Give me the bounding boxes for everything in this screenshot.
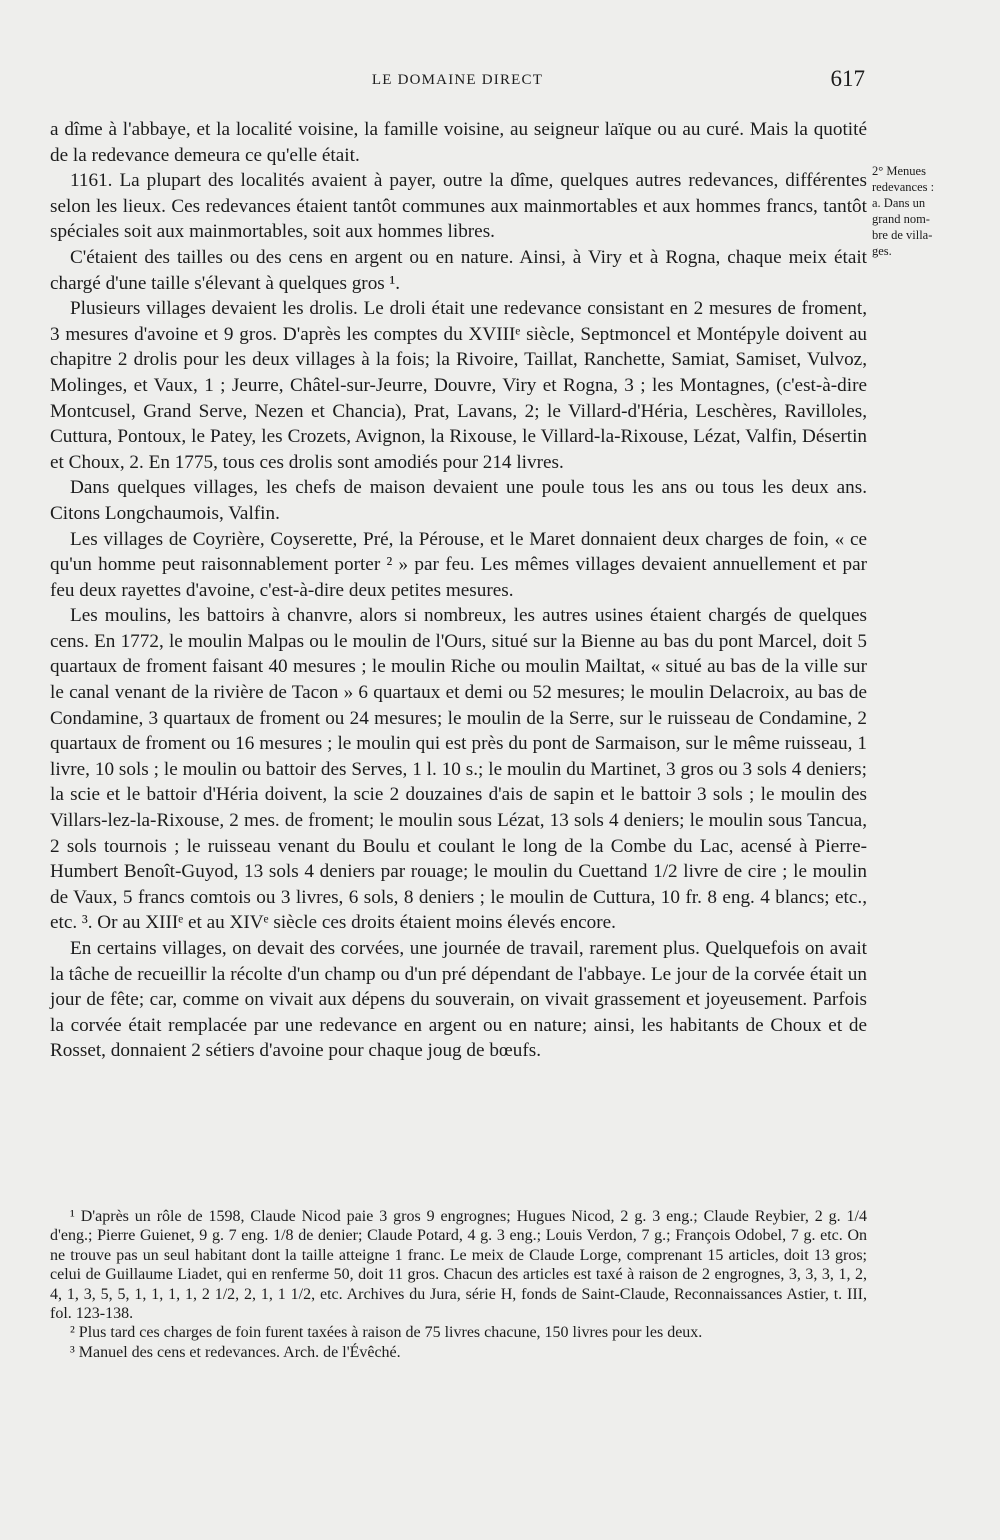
margin-note-line: grand nom- — [872, 212, 930, 226]
running-title: LE DOMAINE DIRECT — [371, 72, 544, 88]
paragraph: Les moulins, les battoirs à chanvre, alors si nombreux, les autres usines étaient chargés de quelques cens. En 1772, le moulin Malpas ou le moulin de l'Ours, situé sur la Bienne au bas du pont Marcel, doit 5 quartaux de froment faisant 40 mesures ; le moulin Riche ou moulin Mailtat, « situé au bas de la ville sur le canal venant de la rivière de Tacon » 6 quartaux et demi ou 52 mesures; le moulin Delacroix, au bas de Condamine, 3 quartaux de froment ou 24 mesures; le moulin de la Serre, sur le ruisseau de Condamine, 2 quartaux de froment ou 16 mesures ; le moulin qui est près du pont de Sarmaison, sur le même ruisseau, 1 livre, 10 sols ; le moulin ou battoir des Serves, 1 l. 10 s.; le moulin du Martinet, 3 gros ou 3 sols 4 deniers; la scie et le battoir d'Héria doivent, la scie 2 douzaines d'ais de sapin et le battoir 3 sols ; le moulin des Villars-lez-la-Rixouse, 2 mes. de froment; le moulin sous Lézat, 13 sols 4 deniers; le moulin sous Tancua, 2 sols tournois ; le ruisseau venant du Boulu et coulant le long de la Combe du Lac, acensé à Pierre-Humbert Benoît-Guyod, 13 sols 4 deniers par rouage; le moulin du Cuettand 1/2 livre de cire ; le moulin de Vaux, 5 francs comtois ou 3 livres, 6 sols, 8 deniers ; le moulin de Cuttura, 10 fr. 8 eng. 4 blancs; etc., etc. ³. Or au XIIIᵉ et au XIVᵉ siècle ces droits étaient moins élevés encore. — [50, 605, 867, 934]
paragraph: a dîme à l'abbaye, et la localité voisine, la famille voisine, au seigneur laïque ou au curé. Mais la quotité de la redevance demeura ce qu'elle était. — [50, 119, 867, 166]
margin-note-line: ges. — [872, 244, 892, 258]
paragraph: C'étaient des tailles ou des cens en argent ou en nature. Ainsi, à Viry et à Rogna, chaque meix était chargé d'une taille s'élevant à quelques gros ¹. — [50, 246, 867, 294]
paragraph: Dans quelques villages, les chefs de maison devaient une poule tous les ans ou tous les deux ans. Citons Longchaumois, Valfin. — [50, 477, 867, 524]
paragraph: Plusieurs villages devaient les drolis. Le droli était une redevance consistant en 2 mesures de froment, 3 mesures d'avoine et 9 gros. D'après les comptes du XVIIIᵉ siècle, Septmoncel et Montépyle doivent au chapitre 2 drolis pour les deux villages à la fois; la Rivoire, Taillat, Ranchette, Samiat, Samiset, Vulvoz, Molinges, et Vaux, 1 ; Jeurre, Châtel-sur-Jeurre, Douvre, Viry et Rogna, 3 ; les Montagnes, (c'est-à-dire Montcusel, Grand Serve, Nezen et Chancia), Prat, Lavans, 2; le Villard-d'Héria, Leschères, Ravilloles, Cuttura, Pontoux, le Patey, les Crozets, Avignon, la Rixouse, le Villard-la-Rixouse, Lézat, Valfin, Désertin et Choux, 2. En 1775, tous ces drolis sont amodiés pour 214 livres. — [50, 298, 867, 473]
paragraph: Les villages de Coyrière, Coyserette, Pré, la Pérouse, et le Maret donnaient deux charges de foin, « ce qu'un homme peut raisonnablement porter ² » par feu. Les mêmes villages devaient annuellement et par feu deux rayettes d'avoine, c'est-à-dire deux petites mesures. — [50, 528, 867, 601]
page-number: 617 — [830, 66, 865, 91]
paragraph: 1161. La plupart des localités avaient à payer, outre la dîme, quelques autres redevances, différentes selon les lieux. Ces redevances étaient tantôt communes aux mainmortables et aux hommes francs, tantôt spéciales soit aux mainmortables, soit aux hommes libres. — [50, 170, 867, 243]
footnote: ¹ D'après un rôle de 1598, Claude Nicod paie 3 gros 9 engrognes; Hugues Nicod, 2 g. 3 eng.; Claude Reybier, 2 g. 1/4 d'eng.; Pierre Guienet, 9 g. 7 eng. 1/8 de denier; Claude Potard, 4 g. 3 eng.; Louis Verdon, 7 g.; François Odobel, 7 g. etc. On ne trouve pas un seul habitant dont la taille atteigne 1 franc. Le meix de Claude Lorge, comprenant 15 articles, doit 13 gros; celui de Guillaume Liadet, qui en renferme 50, doit 11 gros. Chacun des articles est taxé à raison de 2 engrognes, 3, 3, 3, 1, 2, 4, 1, 3, 5, 5, 1, 1, 1, 1, 2 1/2, 2, 1, 1 1/2, etc. Archives du Jura, série H, fonds de Saint-Claude, Reconnaissances Astier, t. III, fol. 123-138. — [50, 1208, 867, 1323]
margin-note-line: a. Dans un — [872, 196, 926, 210]
footnotes — [50, 1207, 867, 1362]
footnote: ³ Manuel des cens et redevances. Arch. de l'Évêché. — [70, 1343, 401, 1361]
margin-note-line: 2° Menues — [872, 164, 926, 178]
body-text — [50, 117, 867, 1064]
margin-note-line: bre de villa- — [872, 228, 933, 242]
margin-note-line: redevances : — [872, 180, 935, 194]
footnote: ² Plus tard ces charges de foin furent taxées à raison de 75 livres chacune, 150 livres pour les deux. — [70, 1324, 703, 1342]
paragraph: En certains villages, on devait des corvées, une journée de travail, rarement plus. Quelquefois on avait la tâche de recueillir la récolte d'un champ ou d'un pré dépendant de l'abbaye. Le jour de la corvée était un jour de fête; car, comme on vivait aux dépens du souverain, on vivait grassement et joyeusement. Parfois la corvée était remplacée par une redevance en argent ou en nature; ainsi, les habitants de Choux et de Rosset, donnaient 2 sétiers d'avoine pour chaque joug de bœufs. — [50, 938, 867, 1062]
margin-note — [872, 163, 964, 259]
running-header — [50, 66, 865, 96]
